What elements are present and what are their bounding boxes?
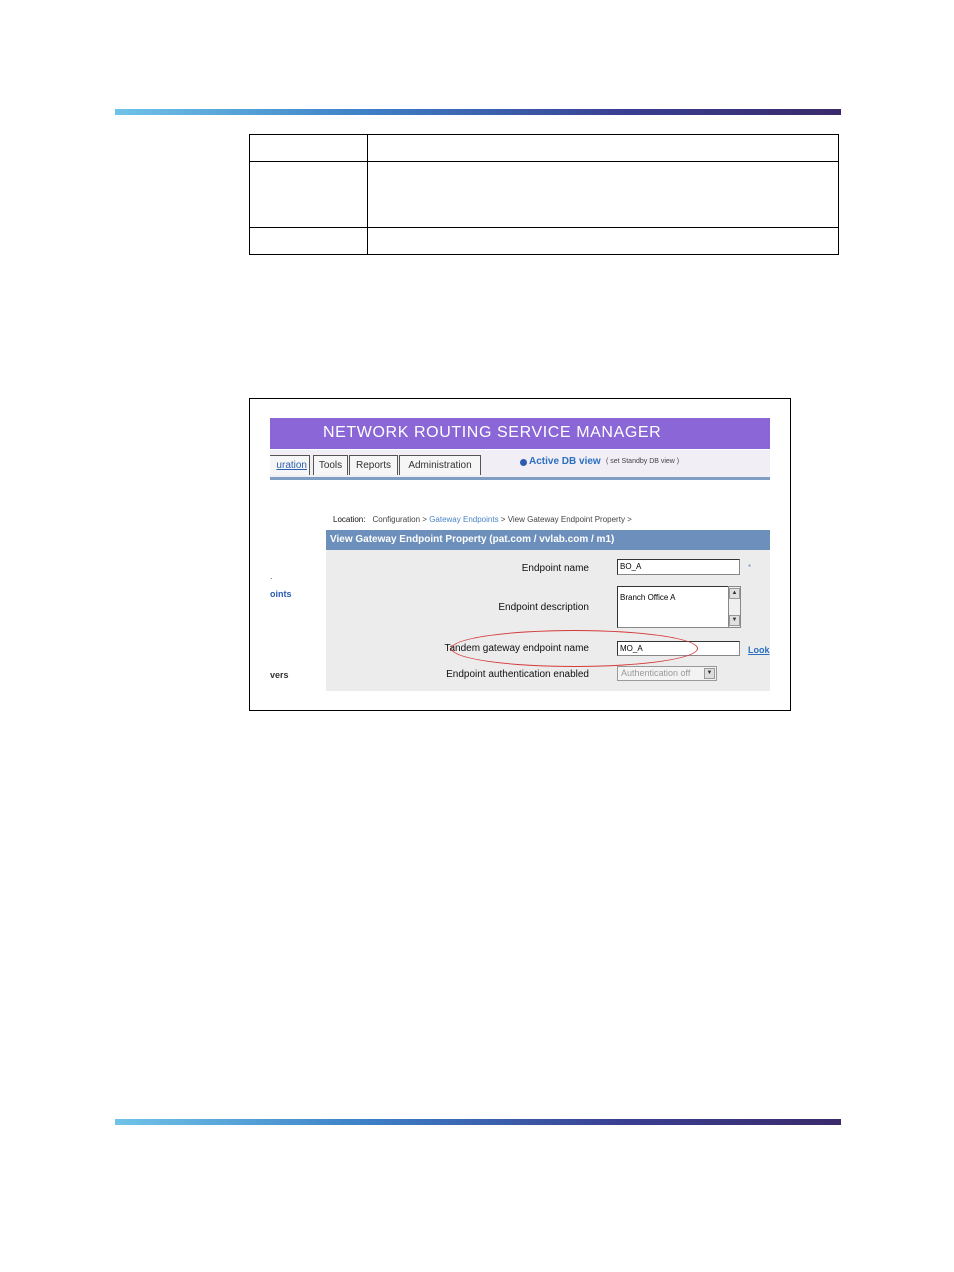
standby-db-view-link[interactable]: ( set Standby DB view ) xyxy=(606,458,680,465)
bullet-icon xyxy=(520,459,527,466)
endpoint-description-textarea[interactable]: Branch Office A xyxy=(617,586,730,628)
breadcrumb: Location: Configuration > Gateway Endpoints > View Gateway Endpoint Property > xyxy=(333,515,632,524)
required-mark: * xyxy=(748,563,752,572)
breadcrumb-gateway-endpoints[interactable]: Gateway Endpoints xyxy=(429,515,499,524)
arrow-down-icon[interactable]: ▼ xyxy=(729,615,740,626)
header-rule xyxy=(115,109,841,115)
tandem-gateway-label: Tandem gateway endpoint name xyxy=(444,643,589,654)
tab-configuration[interactable]: uration xyxy=(270,455,310,475)
breadcrumb-view-property: View Gateway Endpoint Property xyxy=(507,515,625,524)
app-title: NETWORK ROUTING SERVICE MANAGER xyxy=(323,424,662,441)
table-cell xyxy=(250,135,368,162)
tab-administration[interactable]: Administration xyxy=(399,455,481,475)
tab-reports[interactable]: Reports xyxy=(349,455,398,475)
table-cell xyxy=(368,162,839,228)
endpoint-name-input[interactable]: BO_A xyxy=(617,559,740,575)
arrow-up-icon[interactable]: ▲ xyxy=(729,588,740,599)
chevron-down-icon[interactable]: ▼ xyxy=(704,668,715,679)
breadcrumb-configuration: Configuration xyxy=(372,515,421,524)
auth-enabled-label: Endpoint authentication enabled xyxy=(446,669,589,680)
description-scrollbar[interactable] xyxy=(728,586,741,628)
nav-divider xyxy=(270,477,770,480)
sidebar-item-endpoints[interactable]: oints xyxy=(270,589,292,599)
property-form xyxy=(326,550,770,691)
section-title: View Gateway Endpoint Property (pat.com / vvlab.com / m1) xyxy=(330,534,615,545)
table-cell xyxy=(368,135,839,162)
table-cell xyxy=(368,228,839,255)
table-cell xyxy=(250,162,368,228)
tab-tools[interactable]: Tools xyxy=(313,455,348,475)
sidebar-item-servers[interactable]: vers xyxy=(270,670,289,680)
endpoint-name-label: Endpoint name xyxy=(521,563,589,574)
app-banner xyxy=(270,418,770,449)
auth-enabled-select[interactable]: Authentication off ▼ xyxy=(617,666,717,681)
sidebar-fragment[interactable]: . xyxy=(270,571,273,581)
highlight-ellipse xyxy=(451,630,698,667)
lookup-link[interactable]: Look xyxy=(748,645,770,655)
screenshot-figure xyxy=(249,398,791,711)
tandem-gateway-input[interactable]: MO_A xyxy=(617,641,740,656)
breadcrumb-label: Location: xyxy=(333,515,366,524)
section-header xyxy=(326,530,770,550)
endpoint-description-label: Endpoint description xyxy=(498,602,589,613)
active-db-view-link[interactable]: Active DB view xyxy=(529,456,601,467)
footer-rule xyxy=(115,1119,841,1125)
nav-bar xyxy=(270,450,770,477)
document-table xyxy=(249,134,839,255)
table-cell xyxy=(250,228,368,255)
